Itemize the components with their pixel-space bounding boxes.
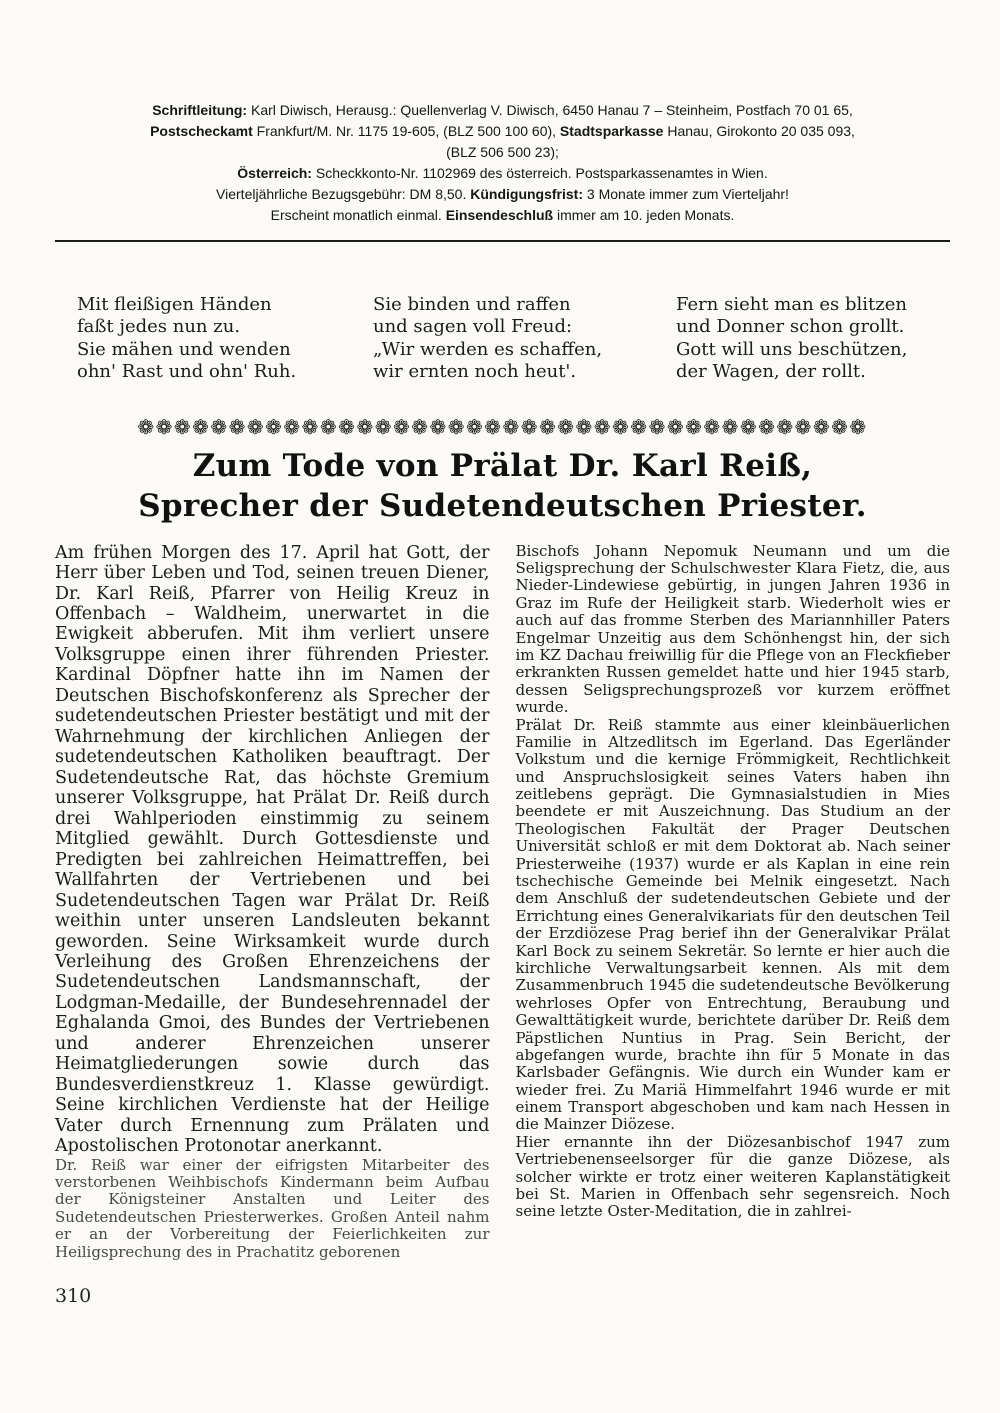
masthead-text: Karl Diwisch, Herausg.: Quellenverlag V. Diwisch, 6450 Hanau 7 – Steinheim, Postfach 70 01 65, — [247, 102, 853, 118]
poem-section — [55, 294, 950, 383]
masthead-bold-text: Österreich: — [237, 165, 312, 181]
masthead-text: Vierteljährliche Bezugsgebühr: DM 8,50. — [216, 186, 471, 202]
article-paragraph: Am frühen Morgen des 17. April hat Gott, der Herr über Leben und Tod, seinen treuen Diener, Dr. Karl Reiß, Pfarrer von Heilig Kreuz in Offenbach – Waldheim, unerwartet in die Ewigkeit abberufen. Mit ihm verliert unsere Volksgruppe einen ihrer führenden Priester. Kardinal Döpfner hatte ihn im Namen der Deutschen Bischofskonferenz als Sprecher der sudetendeutschen Priester bestätigt und mit der Wahrnehmung der kirchlichen Anliegen der sudetendeutschen Katholiken beauftragt. Der Sudetendeutsche Rat, das höchste Gremium unserer Volksgruppe, hat Prälat Dr. Reiß durch drei Wahlperioden einstimmig zu seinem Mitglied gewählt. Durch Gottesdienste und Predigten bei zahlreichen Heimattreffen, bei Wallfahrten der Vertriebenen und bei Sudetendeutschen Tagen war Prälat Dr. Reiß weithin unter unseren Landsleuten bekannt geworden. Seine Wirksamkeit wurde durch Verleihung des Großen Ehrenzeichens der Sudetendeutschen Landsmannschaft, der Lodgman-Medaille, der Bundesehrennadel der Eghalanda Gmoi, des Bundes der Vertriebenen und anderer Ehrenzeichen unserer Heimatgliederungen sowie durch das Bundesverdienstkreuz 1. Klasse gewürdigt. Seine kirchlichen Verdienste hat der Heilige Vater durch Ernennung zum Prälaten und Apostolischen Protonotar anerkannt. — [55, 542, 490, 1157]
poem-line: wir ernten noch heut'. — [373, 360, 577, 382]
poem-column-3 — [647, 294, 950, 383]
masthead-bold-text: Kündigungsfrist: — [470, 186, 584, 202]
masthead-text: (BLZ 506 500 23); — [446, 144, 559, 160]
masthead-line-6 — [55, 205, 950, 226]
masthead-bold-text: Schriftleitung: — [152, 102, 248, 118]
headline-line-2: Sprecher der Sudetendeutschen Priester. — [138, 487, 867, 524]
masthead-bold-text: Postscheckamt — [150, 123, 253, 139]
page-footer — [55, 1285, 950, 1307]
article-right-column — [516, 543, 951, 1261]
masthead-text: Scheckkonto-Nr. 1102969 des österreich. Postsparkassenamtes in Wien. — [311, 165, 768, 181]
masthead — [55, 100, 950, 226]
divider-rule — [55, 240, 950, 242]
masthead-text: Hanau, Girokonto 20 035 093, — [663, 123, 855, 139]
masthead-text: 3 Monate immer zum Vierteljahr! — [583, 186, 789, 202]
poem-line: faßt jedes nun zu. — [77, 316, 241, 338]
poem-line: Mit fleißigen Händen — [77, 294, 272, 315]
obituary-headline — [55, 447, 950, 526]
masthead-text: immer am 10. jeden Monats. — [553, 207, 735, 223]
masthead-line-4 — [55, 163, 950, 184]
ornament-row: ❁❁❁❁❁❁❁❁❁❁❁❁❁❁❁❁❁❁❁❁❁❁❁❁❁❁❁❁❁❁❁❁❁❁❁❁❁❁❁❁ — [137, 417, 868, 438]
poem-line: Fern sieht man es blitzen — [676, 294, 907, 315]
poem-column-2 — [351, 294, 647, 383]
article-paragraph: Bischofs Johann Nepomuk Neumann und um die Seligsprechung der Schulschwester Klara Fietz, die, aus Nieder-Lindewiese gebürtig, in jungen Jahren 1936 in Graz im Rufe der Heiligkeit starb. Wiederholt wies er auch auf das fromme Sterben des Mariannhiller Paters Engelmar Unzeitig aus dem Schönhengst hin, der sich im KZ Dachau freiwillig für die Pflege von an Fleckfieber erkrankten Russen gemeldet hatte und hier 1945 starb, dessen Seligsprechungsprozeß vor kurzem eröffnet wurde. — [515, 541, 950, 717]
masthead-text: Frankfurt/M. Nr. 1175 19-605, (BLZ 500 100 60), — [252, 123, 560, 139]
masthead-bold-text: Einsendeschluß — [445, 207, 554, 223]
article-paragraph: Hier ernannte ihn der Diözesanbischof 1947 zum Vertriebenenseelsorger für die ganze Diözese, als solcher wirkte er trotz einer weiteren Kaplanstätigkeit bei St. Marien in Offenbach sehr segensreich. Noch seine letzte Oster-Meditation, die in zahlrei- — [515, 1132, 950, 1221]
poem-line: und sagen voll Freud: — [373, 316, 573, 338]
poem-line: der Wagen, der rollt. — [676, 360, 866, 382]
poem-line: Sie mähen und wenden — [77, 338, 291, 360]
poem-line: ohn' Rast und ohn' Ruh. — [77, 360, 297, 382]
poem-line: Sie binden und raffen — [373, 294, 571, 315]
masthead-bold-text: Stadtsparkasse — [559, 123, 664, 139]
poem-line: Gott will uns beschützen, — [676, 338, 908, 360]
masthead-line-5 — [55, 184, 950, 205]
article-left-column — [55, 543, 490, 1261]
article-paragraph: Dr. Reiß war einer der eifrigsten Mitarbeiter des verstorbenen Weihbischofs Kindermann beim Aufbau der Königsteiner Anstalten und Leiter des Sudetendeutschen Priesterwerkes. Großen Anteil nahm er an der Vorbereitung der Feierlichkeiten zur Heiligsprechung des in Prachatitz geborenen — [55, 1155, 490, 1261]
masthead-line-3 — [55, 142, 950, 163]
headline-line-1: Zum Tode von Prälat Dr. Karl Reiß, — [192, 448, 813, 485]
masthead-line-1 — [55, 100, 950, 121]
poem-line: „Wir werden es schaffen, — [373, 338, 603, 360]
article-paragraph: Prälat Dr. Reiß stammte aus einer kleinbäuerlichen Familie in Altzedlitsch im Egerland. Das Egerländer Volkstum und die kernige Frömmigkeit, Rechtlichkeit und Anspruchslosigkeit seines Vaters haben ihn zeitlebens geprägt. Die Gymnasialstudien in Mies beendete er mit Auszeichnung. Das Studium an der Theologischen Fakultät der Prager Deutschen Universität schloß er mit dem Doktorat ab. Nach seiner Priesterweihe (1937) wurde er als Kaplan in eine rein tschechische Gemeinde bei Melnik eingesetzt. Nach dem Anschluß der sudetendeutschen Gebiete und der Errichtung eines Generalvikariats für den deutschen Teil der Erzdiözese Prag berief ihn der Generalvikar Prälat Karl Bock zu seinem Sekretär. So lernte er hier auch die kirchliche Verwaltungsarbeit kennen. Als mit dem Zusammenbruch 1945 die sudetendeutsche Bevölkerung wehrloses Opfer von Entrechtung, Beraubung und Gewalttätigkeit wurde, berichtete darüber Dr. Reiß dem Päpstlichen Nuntius in Prag. Sein Bericht, der abgefangen wurde, brachte ihn für 5 Monate in das Karlsbader Gefängnis. Wie durch ein Wunder kam er wieder frei. Zu Mariä Himmelfahrt 1946 wurde er mit einem Transport abgeschoben und kam nach Hessen in die Mainzer Diözese. — [515, 715, 950, 1134]
masthead-text: Erscheint monatlich einmal. — [270, 207, 446, 223]
poem-column-1 — [55, 294, 351, 383]
masthead-line-2 — [55, 121, 950, 142]
article-body — [55, 543, 950, 1261]
poem-line: und Donner schon grollt. — [676, 316, 905, 338]
page-number: 310 — [55, 1285, 92, 1307]
